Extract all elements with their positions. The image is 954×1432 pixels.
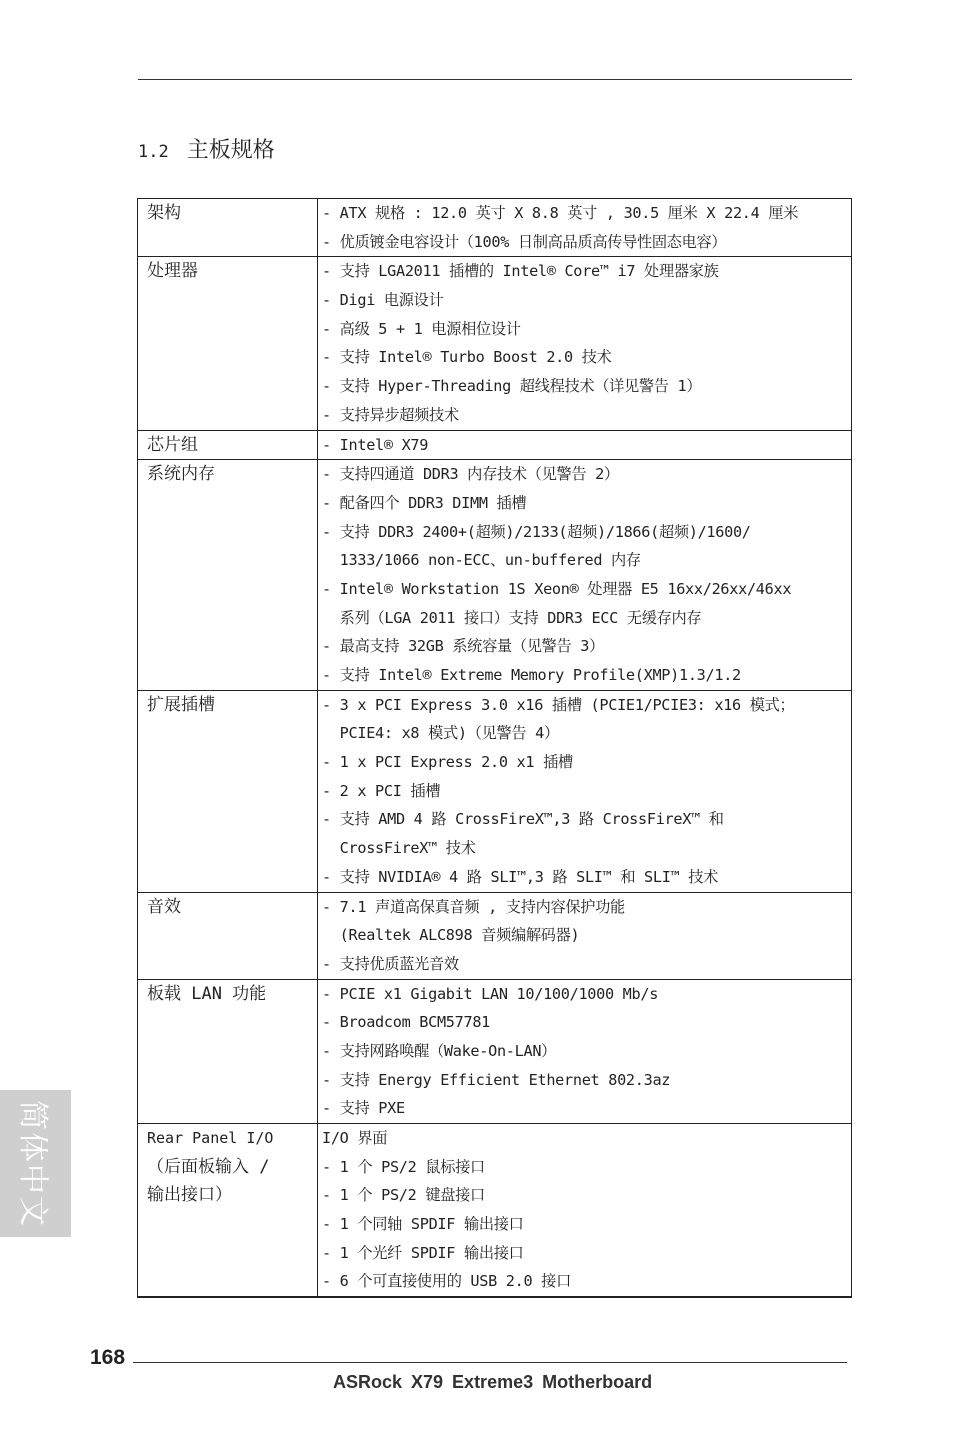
section-heading: 主板规格 xyxy=(186,138,275,163)
spec-category-label: 扩展插槽 xyxy=(147,694,215,715)
spec-details xyxy=(318,892,852,979)
spec-detail-line: - 支持 NVIDIA® 4 路 SLI™,3 路 SLI™ 和 SLI™ 技术 xyxy=(322,867,719,886)
spec-detail-line: - 优质镀金电容设计（100% 日制高品质高传导性固态电容） xyxy=(322,232,727,251)
spec-detail-line: - 支持异步超频技术 xyxy=(322,405,459,424)
spec-detail-line: - 支持 Hyper-Threading 超线程技术（详见警告 1） xyxy=(322,377,702,396)
spec-detail-line: - Intel® Workstation 1S Xeon® 处理器 E5 16xx/26xx/46xx xyxy=(322,579,792,598)
spec-detail-line: - 支持 Intel® Extreme Memory Profile(XMP)1.3/1.2 xyxy=(322,666,741,684)
spec-detail-line: - PCIE x1 Gigabit LAN 10/100/1000 Mb/s xyxy=(322,984,659,1003)
spec-category-label: 板载 LAN 功能 xyxy=(147,983,267,1004)
spec-category xyxy=(138,199,318,257)
footer-product-name: ASRock X79 Extreme3 Motherboard xyxy=(333,1372,653,1392)
spec-category xyxy=(138,892,318,979)
spec-detail-line: - Intel® X79 xyxy=(322,435,429,454)
spec-row xyxy=(138,257,852,430)
spec-row xyxy=(138,1124,852,1298)
spec-row xyxy=(138,892,852,979)
spec-detail-line: I/O 界面 xyxy=(322,1129,388,1147)
spec-category xyxy=(138,430,318,460)
spec-detail-line: (Realtek ALC898 音频编解码器) xyxy=(322,926,580,945)
spec-category-label: （后面板输入 / xyxy=(147,1156,270,1177)
spec-details xyxy=(318,257,852,430)
spec-details xyxy=(318,460,852,691)
language-label: 简体中文 xyxy=(14,1099,50,1228)
spec-detail-line: - 支持 LGA2011 插槽的 Intel® Core™ i7 处理器家族 xyxy=(322,262,719,281)
spec-category xyxy=(138,460,318,691)
spec-category xyxy=(138,257,318,430)
spec-category-label: 芯片组 xyxy=(147,434,198,455)
spec-row xyxy=(138,979,852,1123)
spec-category xyxy=(138,979,318,1123)
spec-details xyxy=(318,430,852,460)
spec-detail-line: - 6 个可直接使用的 USB 2.0 接口 xyxy=(322,1272,571,1291)
top-rule xyxy=(138,79,852,80)
spec-category xyxy=(138,1124,318,1298)
spec-details xyxy=(318,199,852,257)
spec-detail-line: - 支持 Intel® Turbo Boost 2.0 技术 xyxy=(322,348,612,367)
spec-detail-line: PCIE4: x8 模式)（见警告 4） xyxy=(322,724,559,743)
spec-category-label: 系统内存 xyxy=(147,464,215,485)
spec-category-label: Rear Panel I/O xyxy=(147,1129,274,1147)
spec-detail-line: - 1 个同轴 SPDIF 输出接口 xyxy=(322,1215,524,1234)
spec-table-body xyxy=(138,199,852,1298)
spec-detail-line: 系列（LGA 2011 接口）支持 DDR3 ECC 无缓存内存 xyxy=(322,608,702,627)
spec-detail-line: - 支持网路唤醒（Wake-On-LAN） xyxy=(322,1041,557,1060)
spec-detail-line: - Broadcom BCM57781 xyxy=(322,1013,491,1032)
spec-category-label: 处理器 xyxy=(147,261,198,282)
spec-details xyxy=(318,690,852,892)
spec-detail-line: - 支持 PXE xyxy=(322,1099,405,1118)
spec-detail-line: - 高级 5 + 1 电源相位设计 xyxy=(322,319,521,338)
language-side-tab xyxy=(0,1090,71,1237)
spec-detail-line: - 配备四个 DDR3 DIMM 插槽 xyxy=(322,493,527,512)
spec-category-label: 架构 xyxy=(147,203,181,223)
spec-detail-line: - 支持 Energy Efficient Ethernet 802.3az xyxy=(322,1070,671,1089)
spec-detail-line: - 1 个光纤 SPDIF 输出接口 xyxy=(322,1243,524,1262)
spec-detail-line: - 2 x PCI 插槽 xyxy=(322,781,441,800)
spec-detail-line: - 支持四通道 DDR3 内存技术（见警告 2） xyxy=(322,465,619,484)
spec-detail-line: - Digi 电源设计 xyxy=(322,291,444,310)
spec-category xyxy=(138,690,318,892)
spec-detail-line: - 1 个 PS/2 键盘接口 xyxy=(322,1186,485,1205)
spec-detail-line: - 支持优质蓝光音效 xyxy=(322,954,459,973)
spec-details xyxy=(318,1124,852,1298)
section-title xyxy=(138,133,275,164)
spec-detail-line: - ATX 规格 : 12.0 英寸 X 8.8 英寸 , 30.5 厘米 X 22.4 厘米 xyxy=(322,204,799,222)
spec-table xyxy=(137,198,852,1298)
spec-detail-line: - 7.1 声道高保真音频 , 支持内容保护功能 xyxy=(322,897,625,916)
spec-details xyxy=(318,979,852,1123)
spec-row xyxy=(138,199,852,257)
bottom-rule xyxy=(133,1362,847,1363)
spec-detail-line: CrossFireX™ 技术 xyxy=(322,839,476,858)
spec-row xyxy=(138,690,852,892)
spec-detail-line: 1333/1066 non-ECC、un-buffered 内存 xyxy=(322,551,641,570)
section-number: 1.2 xyxy=(138,142,169,162)
spec-category-label: 音效 xyxy=(147,896,181,917)
spec-category-label: 输出接口） xyxy=(147,1185,232,1206)
spec-detail-line: - 支持 AMD 4 路 CrossFireX™,3 路 CrossFireX™ 和 xyxy=(322,810,724,829)
spec-row xyxy=(138,430,852,460)
spec-detail-line: - 支持 DDR3 2400+(超频)/2133(超频)/1866(超频)/1600/ xyxy=(322,522,751,541)
spec-detail-line: - 1 x PCI Express 2.0 x1 插槽 xyxy=(322,753,573,772)
spec-detail-line: - 3 x PCI Express 3.0 x16 插槽 (PCIE1/PCIE3: x16 模式； xyxy=(322,695,795,714)
page-number: 168 xyxy=(90,1346,126,1369)
spec-detail-line: - 1 个 PS/2 鼠标接口 xyxy=(322,1157,485,1176)
spec-detail-line: - 最高支持 32GB 系统容量（见警告 3） xyxy=(322,637,604,656)
spec-row xyxy=(138,460,852,691)
